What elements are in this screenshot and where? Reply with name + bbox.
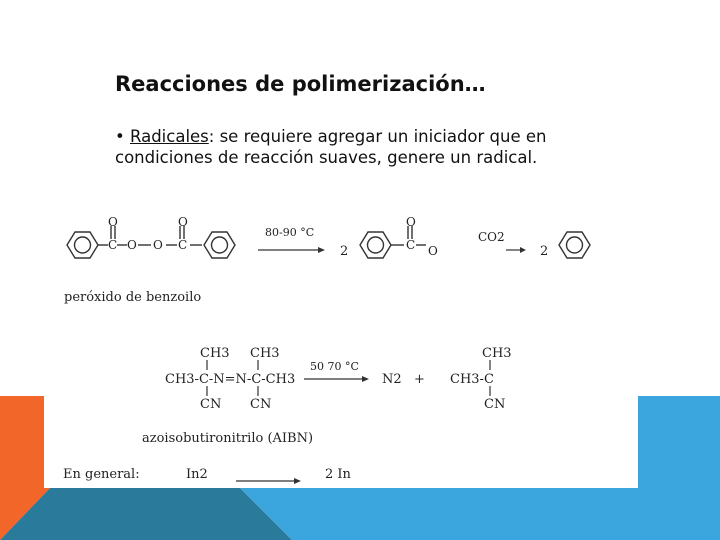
- general-product: 2 In: [325, 467, 351, 482]
- n2-label: N2: [382, 372, 402, 387]
- coefficient-2a: 2: [340, 244, 349, 259]
- benzene-ring-right: [204, 232, 235, 258]
- general-reactant: In2: [186, 467, 208, 482]
- ch3-top-right: CH3: [250, 346, 280, 361]
- benzoyl-peroxide-structure: [67, 226, 235, 258]
- co2-label: CO2: [478, 230, 505, 244]
- cn-radical: CN: [484, 397, 506, 412]
- carbon-label-1: C: [108, 238, 118, 252]
- ch3-top-left: CH3: [200, 346, 230, 361]
- benzoyl-peroxide-label: peróxido de benzoilo: [64, 290, 202, 305]
- benzene-ring-left: [67, 232, 98, 258]
- reaction1-condition: 80-90 °C: [265, 226, 315, 239]
- general-arrow: [236, 478, 301, 484]
- carbon-label-2: C: [178, 238, 188, 252]
- coefficient-2b: 2: [540, 244, 549, 259]
- aibn-main-chain: CH3-C-N=N-C-CH3: [165, 372, 296, 387]
- reaction2-condition: 50 70 °C: [310, 360, 359, 373]
- carbon-label-3: C: [406, 238, 416, 252]
- cn-left: CN: [200, 397, 222, 412]
- aibn-label: azoisobutironitrilo (AIBN): [142, 431, 314, 446]
- reaction1-arrow-2: [506, 247, 526, 253]
- general-label: En general:: [63, 467, 140, 482]
- plus-sign: +: [414, 372, 425, 387]
- benzoyloxy-radical-structure: [360, 226, 426, 258]
- oxygen-label-4: O: [178, 215, 188, 229]
- slide-title: Reacciones de polimerización…: [115, 72, 486, 96]
- reaction2-arrow: [304, 376, 369, 382]
- phenyl-radical-structure: [559, 232, 590, 258]
- oxygen-label-3: O: [153, 238, 163, 252]
- bullet-term: Radicales: [129, 127, 209, 146]
- oxygen-label-6: O: [428, 244, 438, 258]
- cn-right: CN: [250, 397, 272, 412]
- oxygen-label-1: O: [108, 215, 118, 229]
- bullet-marker: •: [115, 127, 125, 146]
- radical-chain: CH3-C: [450, 372, 494, 387]
- ch3-radical-top: CH3: [482, 346, 512, 361]
- bullet-body: : se requiere agregar un iniciador que en condiciones de reacción suaves, genere un radical.: [115, 127, 547, 167]
- reaction1-arrow: [258, 247, 325, 253]
- oxygen-label-2: O: [127, 238, 137, 252]
- oxygen-label-5: O: [406, 215, 416, 229]
